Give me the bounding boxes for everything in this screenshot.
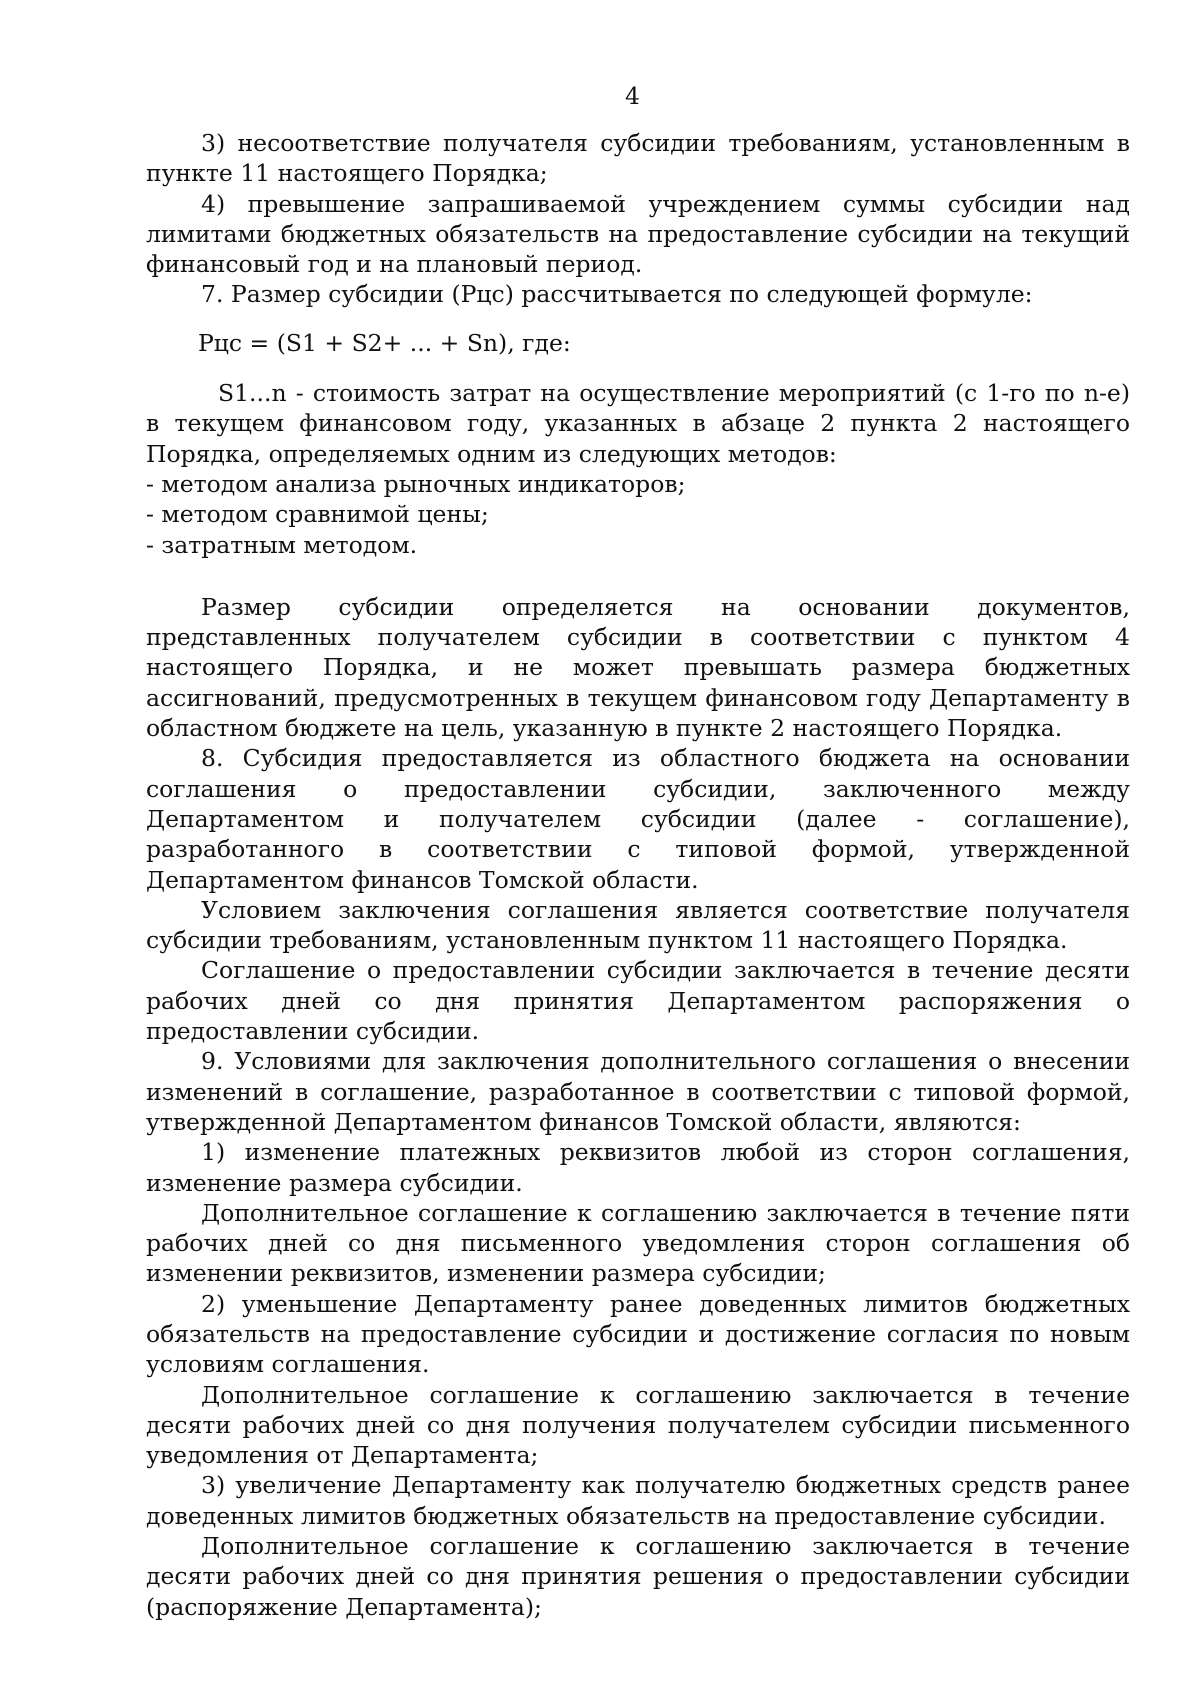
paragraph-item-3: 3) несоответствие получателя субсидии требованиям, установленным в пункте 11 настоящего Порядка;: [146, 129, 1130, 188]
paragraph-clause-8: 8. Субсидия предоставляется из областного бюджета на основании соглашения о предоставлении субсидии, заключенного между Департаментом и получателем субсидии (далее - соглашение), разработанного в соответствии с типовой формой, утвержденной Департаментом финансов Томской области.: [146, 744, 1130, 894]
subsidy-formula: Рцс = (S1 + S2+ ... + Sn), где:: [198, 328, 571, 357]
method-list-item: - затратным методом.: [146, 530, 418, 559]
paragraph-agreement-condition: Условием заключения соглашения является соответствие получателя субсидии требованиям, установленным пунктом 11 настоящего Порядка.: [146, 895, 1130, 955]
paragraph-condition-2: 2) уменьшение Департаменту ранее доведенных лимитов бюджетных обязательств на предоставление субсидии и достижение согласия по новым условиям соглашения.: [146, 1289, 1130, 1379]
paragraph-condition-1: 1) изменение платежных реквизитов любой из сторон соглашения, изменение размера субсидии.: [146, 1138, 1130, 1197]
paragraph-clause-7: 7. Размер субсидии (Рцс) рассчитывается по следующей формуле:: [201, 280, 1033, 309]
paragraph-subsidy-size: Размер субсидии определяется на основании документов, представленных получателем субсидии в соответствии с пунктом 4 настоящего Порядка, и не может превышать размера бюджетных ассигнований, предусмотренных в текущем финансовом году Департаменту в областном бюджете на цель, указанную в пункте 2 настоящего Порядка.: [146, 592, 1130, 743]
paragraph-clause-9: 9. Условиями для заключения дополнительного соглашения о внесении изменений в соглашение, разработанное в соответствии с типовой формой, утвержденной Департаментом финансов Томской области, являются:: [146, 1047, 1130, 1136]
paragraph-condition-2-term: Дополнительное соглашение к соглашению заключается в течение десяти рабочих дней со дня получения получателем субсидии письменного уведомления от Департамента;: [146, 1380, 1130, 1470]
formula-explanation: S1...n - стоимость затрат на осуществление мероприятий (с 1-го по n-е) в текущем финансовом году, указанных в абзаце 2 пункта 2 настоящего Порядка, определяемых одним из следующих методов:: [146, 379, 1130, 468]
paragraph-agreement-term: Соглашение о предоставлении субсидии заключается в течение десяти рабочих дней со дня принятия Департаментом распоряжения о предоставлении субсидии.: [146, 956, 1130, 1046]
method-list-item: - методом анализа рыночных индикаторов;: [146, 469, 686, 498]
page-number: 4: [625, 82, 640, 110]
paragraph-item-4: 4) превышение запрашиваемой учреждением суммы субсидии над лимитами бюджетных обязательств на предоставление субсидии на текущий финансовый год и на плановый период.: [146, 189, 1130, 279]
paragraph-condition-3-term: Дополнительное соглашение к соглашению заключается в течение десяти рабочих дней со дня принятия решения о предоставлении субсидии (распоряжение Департамента);: [146, 1532, 1130, 1621]
method-list-item: - методом сравнимой цены;: [146, 500, 489, 529]
paragraph-condition-1-term: Дополнительное соглашение к соглашению заключается в течение пяти рабочих дней со дня письменного уведомления сторон соглашения об изменении реквизитов, изменении размера субсидии;: [146, 1198, 1130, 1288]
paragraph-condition-3: 3) увеличение Департаменту как получателю бюджетных средств ранее доведенных лимитов бюджетных обязательств на предоставление субсидии.: [146, 1471, 1130, 1530]
document-body: [146, 128, 1130, 1622]
